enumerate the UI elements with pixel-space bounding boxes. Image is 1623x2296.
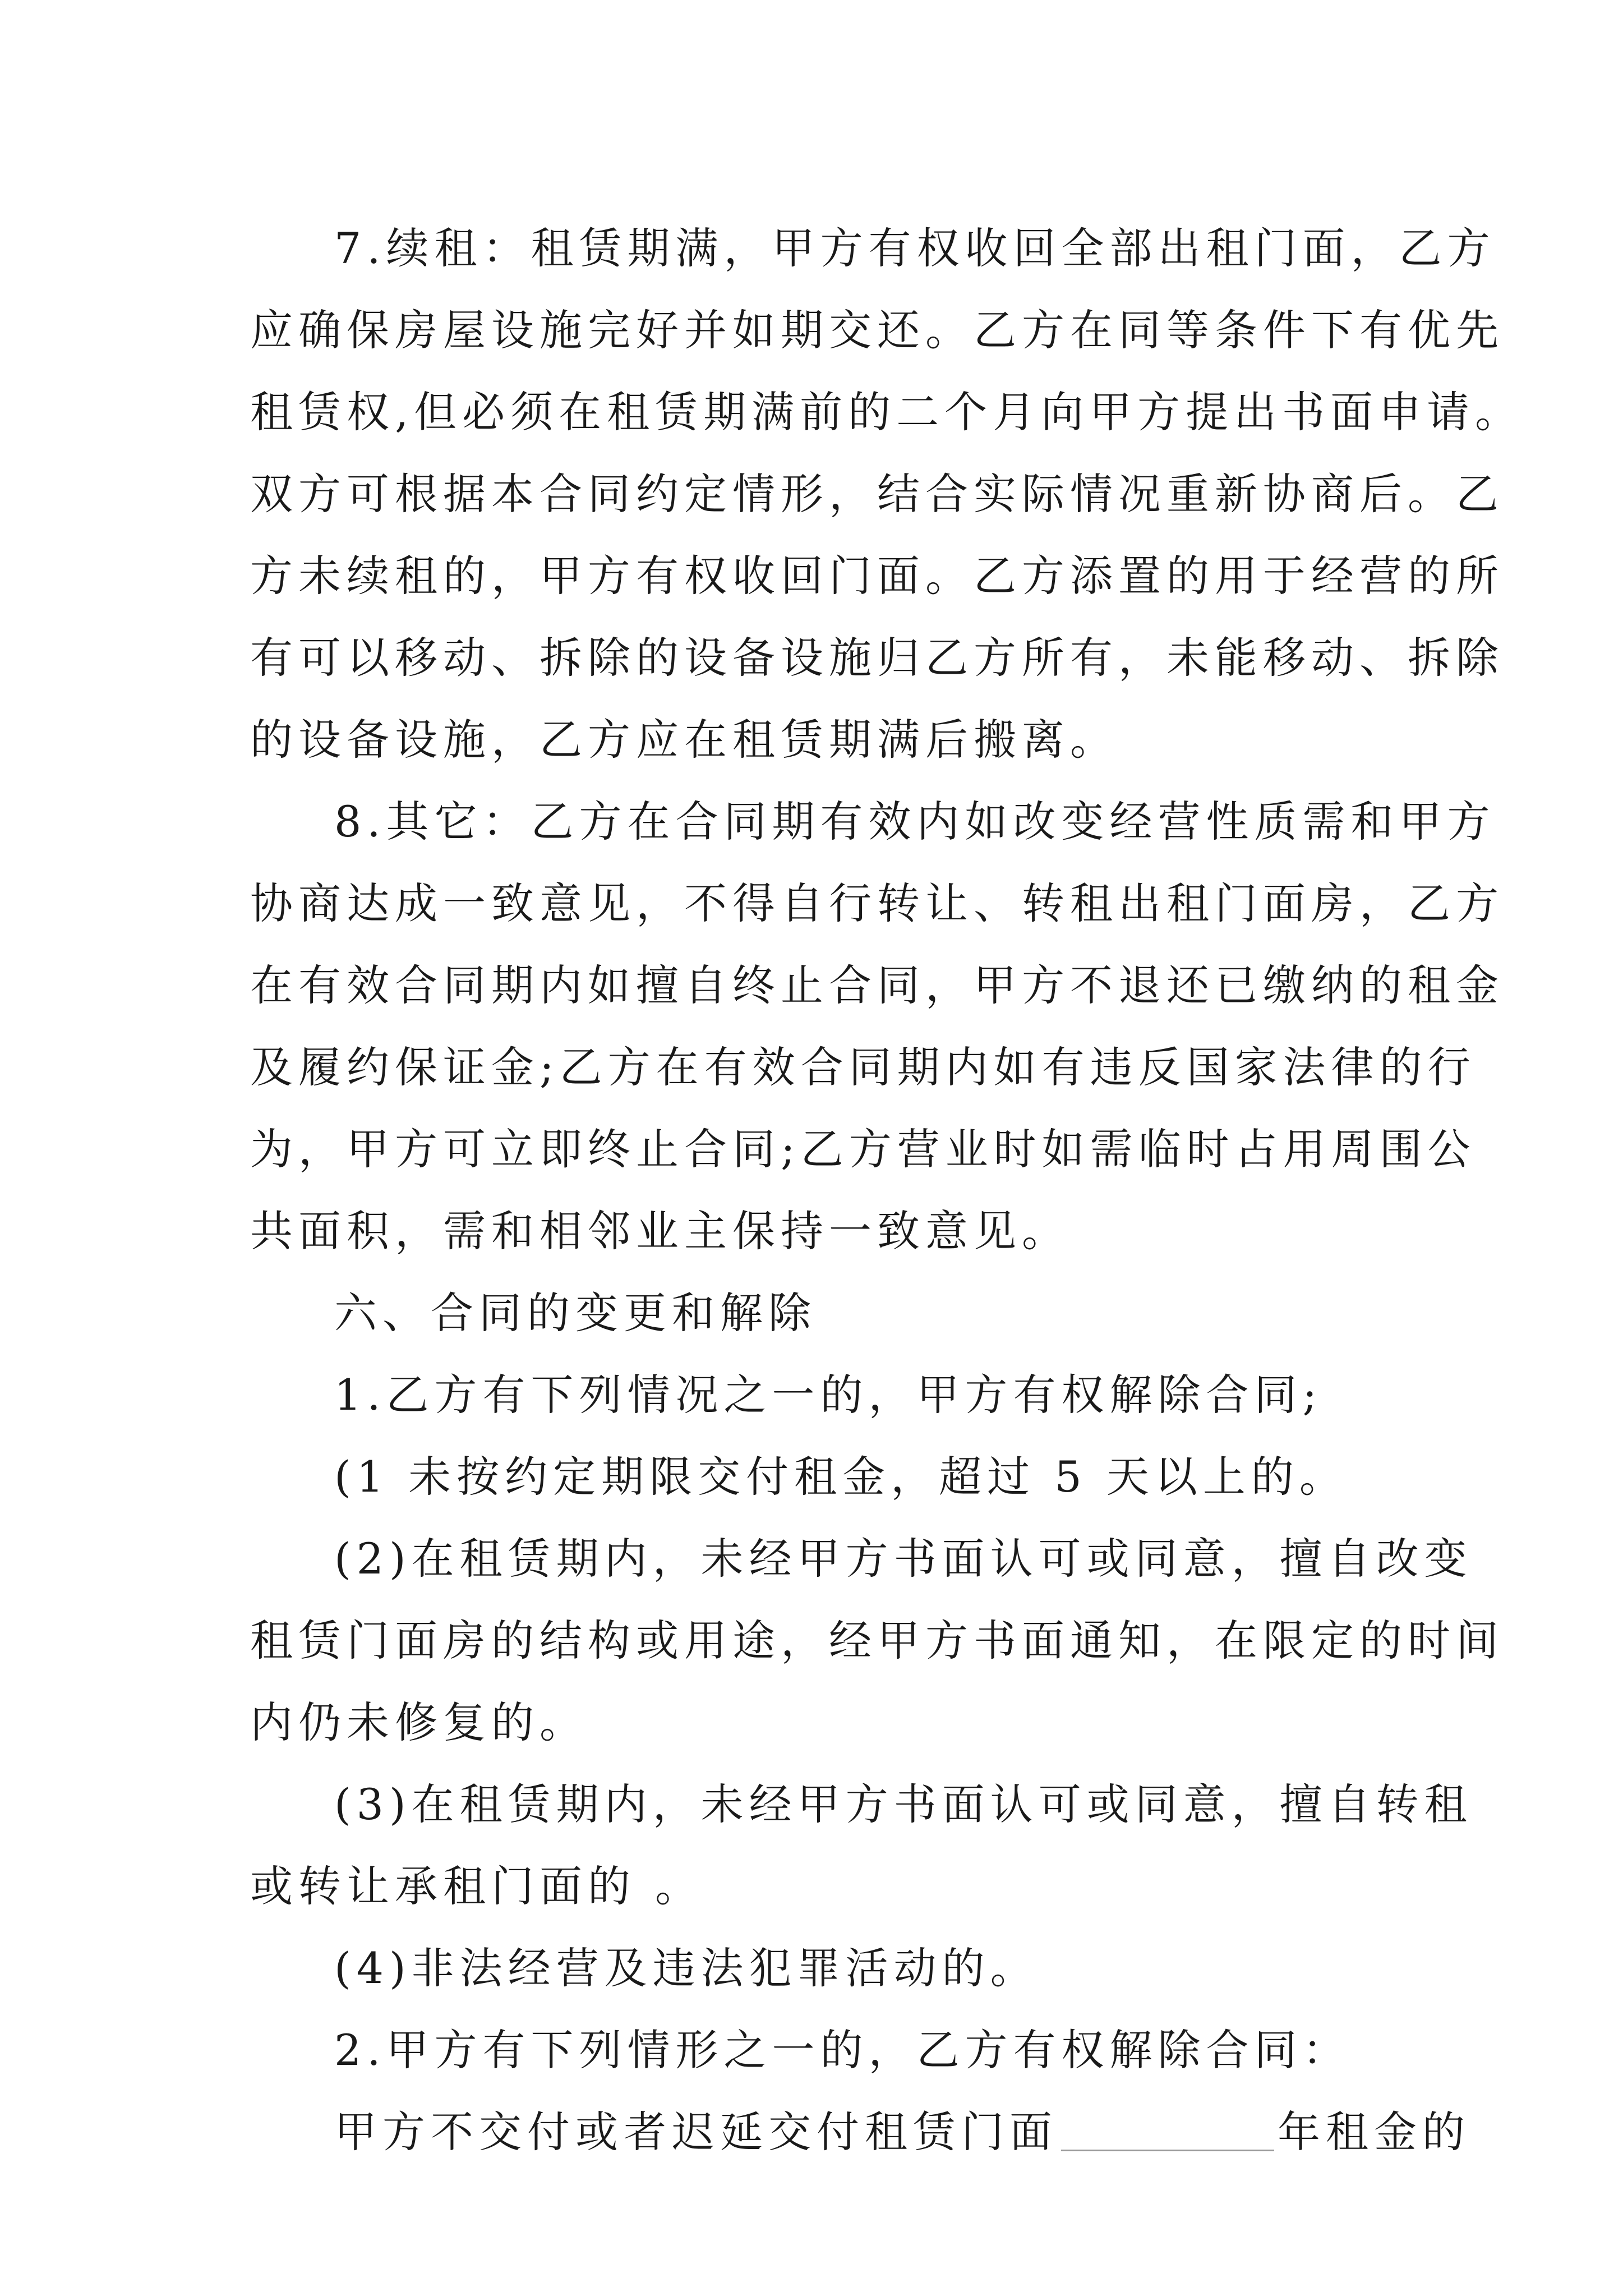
paragraph-line: 应确保房屋设施完好并如期交还。乙方在同等条件下有优先 bbox=[250, 305, 1504, 355]
paragraph-line: 7.续租：租赁期满，甲方有权收回全部出租门面，乙方 bbox=[334, 223, 1496, 273]
paragraph-line: 方未续租的，甲方有权收回门面。乙方添置的用于经营的所 bbox=[250, 551, 1504, 601]
section-heading: 六、合同的变更和解除 bbox=[334, 1288, 817, 1338]
paragraph-line-with-blank bbox=[250, 2091, 1470, 2173]
paragraph-line: (4)非法经营及违法犯罪活动的。 bbox=[334, 1943, 1039, 1993]
document-body bbox=[250, 208, 1524, 2173]
paragraph-line: (2)在租赁期内，未经甲方书面认可或同意，擅自改变 bbox=[334, 1534, 1473, 1584]
paragraph-line: 共面积，需和相邻业主保持一致意见。 bbox=[250, 1206, 1070, 1256]
paragraph-line: 2.甲方有下列情形之一的，乙方有权解除合同： bbox=[334, 2025, 1351, 2075]
paragraph-line: 有可以移动、拆除的设备设施归乙方所有，未能移动、拆除 bbox=[250, 633, 1504, 683]
paragraph-line: 及履约保证金;乙方在有效合同期内如有违反国家法律的行 bbox=[250, 1042, 1476, 1092]
paragraph-line: 为，甲方可立即终止合同;乙方营业时如需临时占用周围公 bbox=[250, 1124, 1476, 1174]
paragraph-line: 协商达成一致意见，不得自行转让、转租出租门面房，乙方 bbox=[250, 878, 1504, 928]
paragraph-line: 1.乙方有下列情况之一的，甲方有权解除合同; bbox=[334, 1370, 1323, 1420]
paragraph-line: 内仍未修复的。 bbox=[250, 1697, 588, 1747]
paragraph-line: 在有效合同期内如擅自终止合同，甲方不退还已缴纳的租金 bbox=[250, 960, 1504, 1010]
paragraph-line: 的设备设施，乙方应在租赁期满后搬离。 bbox=[250, 715, 1118, 765]
paragraph-line: (1 未按约定期限交付租金，超过 5 天以上的。 bbox=[334, 1452, 1348, 1502]
paragraph-line: 租赁门面房的结构或用途，经甲方书面通知，在限定的时间 bbox=[250, 1616, 1504, 1665]
paragraph-line: 8.其它：乙方在合同期有效内如改变经营性质需和甲方 bbox=[334, 797, 1496, 846]
paragraph-line: 双方可根据本合同约定情形，结合实际情况重新协商后。乙 bbox=[250, 469, 1504, 519]
line-text-after-blank: 年租金的 bbox=[1278, 2107, 1470, 2157]
paragraph-line: (3)在租赁期内，未经甲方书面认可或同意，擅自转租 bbox=[334, 1779, 1473, 1829]
line-text-before-blank: 甲方不交付或者迟延交付租赁门面 bbox=[334, 2107, 1058, 2157]
fill-in-blank bbox=[1061, 2110, 1274, 2151]
paragraph-line: 或转让承租门面的 。 bbox=[250, 1861, 704, 1911]
paragraph-line: 租赁权,但必须在租赁期满前的二个月向甲方提出书面申请。 bbox=[250, 387, 1524, 437]
